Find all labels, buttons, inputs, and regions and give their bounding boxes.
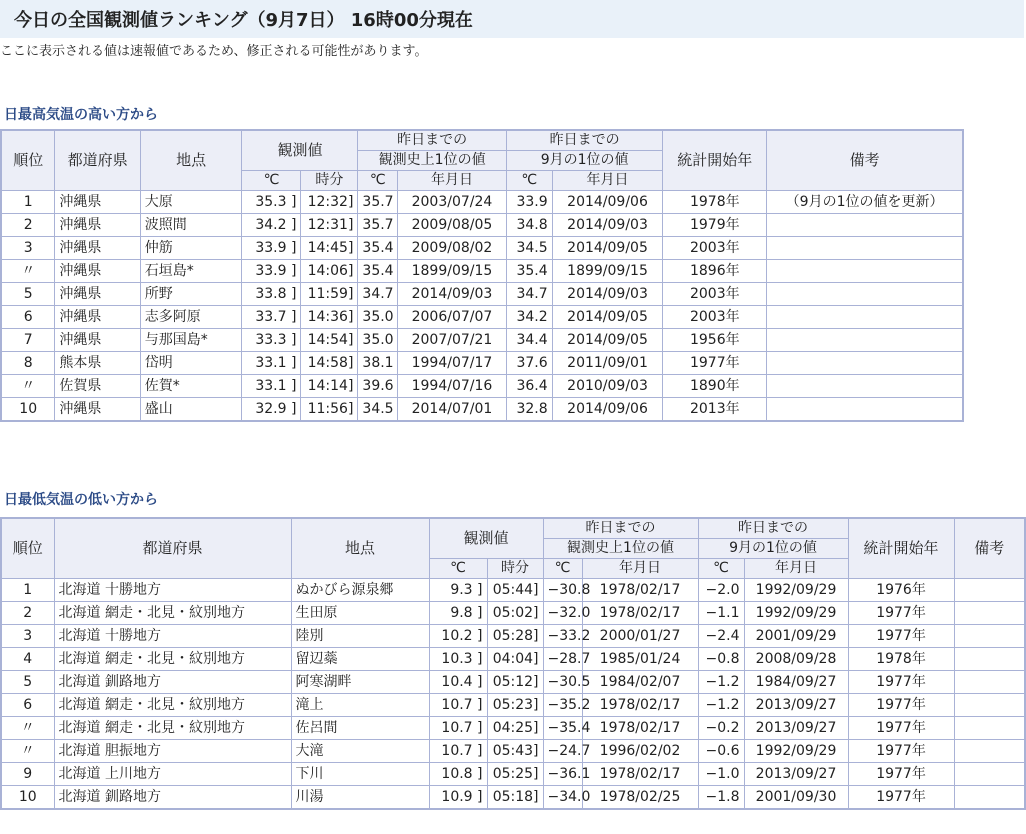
point-cell: 滝上 [291, 694, 429, 717]
start-year-cell: 1977年 [848, 602, 954, 625]
prefecture-cell: 沖縄県 [55, 260, 140, 283]
point-cell: ぬかびら源泉郷 [291, 579, 429, 602]
hist-date-cell: 1985/01/24 [582, 648, 698, 671]
prefecture-cell: 沖縄県 [55, 283, 140, 306]
prefecture-cell: 北海道 十勝地方 [54, 579, 291, 602]
month-temp-cell: −2.4 [698, 625, 744, 648]
table-row [1, 306, 963, 329]
prefecture-cell: 北海道 網走・北見・紋別地方 [54, 648, 291, 671]
point-cell: 波照間 [140, 214, 242, 237]
month-date-cell: 2013/09/27 [744, 694, 848, 717]
remarks-cell [767, 237, 963, 260]
observed-time-cell: 12:31] [301, 214, 358, 237]
observed-temp-cell: 10.3 ] [429, 648, 487, 671]
hist-temp-cell: 35.0 [358, 329, 398, 352]
observed-temp-cell: 9.3 ] [429, 579, 487, 602]
hist-date-cell: 2009/08/05 [398, 214, 507, 237]
observed-time-cell: 04:04] [487, 648, 543, 671]
start-year-cell: 1977年 [848, 763, 954, 786]
table-row [1, 671, 1025, 694]
hist-temp-cell: −30.8 [543, 579, 582, 602]
start-year-cell: 1977年 [663, 352, 767, 375]
table-row [1, 763, 1025, 786]
col-deg: ℃ [543, 559, 582, 579]
header-row [1, 518, 1025, 539]
month-date-cell: 2011/09/01 [552, 352, 663, 375]
remarks-cell [954, 786, 1025, 810]
observed-time-cell: 04:25] [487, 717, 543, 740]
min-temp-section-title: 日最低気温の低い方から [4, 492, 158, 508]
rank-cell: 〃 [1, 375, 55, 398]
min-temp-table [0, 517, 1026, 810]
month-temp-cell: −1.8 [698, 786, 744, 810]
observed-temp-cell: 10.7 ] [429, 740, 487, 763]
hist-temp-cell: −32.0 [543, 602, 582, 625]
prefecture-cell: 北海道 釧路地方 [54, 786, 291, 810]
prefecture-cell: 沖縄県 [55, 329, 140, 352]
month-date-cell: 2013/09/27 [744, 763, 848, 786]
col-rank: 順位 [1, 130, 55, 191]
max-temp-table [0, 129, 964, 422]
observed-time-cell: 05:25] [487, 763, 543, 786]
rank-cell: 〃 [1, 717, 54, 740]
remarks-cell [954, 648, 1025, 671]
point-cell: 仲筋 [140, 237, 242, 260]
col-point: 地点 [140, 130, 242, 191]
hist-date-cell: 1994/07/16 [398, 375, 507, 398]
remarks-cell [767, 398, 963, 422]
col-date: 年月日 [552, 171, 663, 191]
remarks-cell [954, 579, 1025, 602]
table-row [1, 694, 1025, 717]
remarks-cell [767, 329, 963, 352]
col-month-line1: 昨日までの [698, 518, 848, 539]
observed-time-cell: 14:36] [301, 306, 358, 329]
col-observed: 観測値 [429, 518, 543, 559]
start-year-cell: 1977年 [848, 671, 954, 694]
col-start-year: 統計開始年 [848, 518, 954, 579]
month-date-cell: 2014/09/05 [552, 237, 663, 260]
start-year-cell: 1976年 [848, 579, 954, 602]
hist-date-cell: 1978/02/17 [582, 717, 698, 740]
rank-cell: 1 [1, 191, 55, 214]
col-rank: 順位 [1, 518, 54, 579]
prefecture-cell: 沖縄県 [55, 237, 140, 260]
start-year-cell: 2003年 [663, 306, 767, 329]
remarks-cell [954, 717, 1025, 740]
rank-cell: 6 [1, 306, 55, 329]
start-year-cell: 1977年 [848, 694, 954, 717]
observed-temp-cell: 33.8 ] [242, 283, 301, 306]
observed-temp-cell: 32.9 ] [242, 398, 301, 422]
hist-date-cell: 1978/02/17 [582, 694, 698, 717]
month-date-cell: 2014/09/06 [552, 191, 663, 214]
observed-time-cell: 05:23] [487, 694, 543, 717]
point-cell: 与那国島* [140, 329, 242, 352]
remarks-cell [954, 671, 1025, 694]
notice-text: ここに表示される値は速報値であるため、修正される可能性があります。 [0, 44, 428, 59]
rank-cell: 3 [1, 625, 54, 648]
rank-cell: 4 [1, 648, 54, 671]
month-date-cell: 2001/09/30 [744, 786, 848, 810]
hist-temp-cell: 35.4 [358, 237, 398, 260]
col-date: 年月日 [398, 171, 507, 191]
observed-time-cell: 05:44] [487, 579, 543, 602]
col-prefecture: 都道府県 [54, 518, 291, 579]
rank-cell: 〃 [1, 740, 54, 763]
month-temp-cell: −1.0 [698, 763, 744, 786]
start-year-cell: 1956年 [663, 329, 767, 352]
hist-temp-cell: 39.6 [358, 375, 398, 398]
observed-time-cell: 14:58] [301, 352, 358, 375]
observed-temp-cell: 33.9 ] [242, 237, 301, 260]
observed-temp-cell: 33.9 ] [242, 260, 301, 283]
observed-temp-cell: 34.2 ] [242, 214, 301, 237]
col-deg: ℃ [242, 171, 301, 191]
col-hist-line2: 観測史上1位の値 [543, 539, 698, 559]
table-row [1, 740, 1025, 763]
start-year-cell: 2003年 [663, 283, 767, 306]
hist-temp-cell: 35.0 [358, 306, 398, 329]
hist-temp-cell: −35.2 [543, 694, 582, 717]
col-observed: 観測値 [242, 130, 358, 171]
remarks-cell [954, 694, 1025, 717]
observed-time-cell: 14:14] [301, 375, 358, 398]
prefecture-cell: 北海道 網走・北見・紋別地方 [54, 694, 291, 717]
month-date-cell: 1899/09/15 [552, 260, 663, 283]
observed-temp-cell: 35.3 ] [242, 191, 301, 214]
table-row [1, 214, 963, 237]
month-date-cell: 2010/09/03 [552, 375, 663, 398]
observed-time-cell: 14:45] [301, 237, 358, 260]
rank-cell: 8 [1, 352, 55, 375]
month-date-cell: 2014/09/03 [552, 214, 663, 237]
month-temp-cell: −1.2 [698, 694, 744, 717]
month-date-cell: 1992/09/29 [744, 602, 848, 625]
observed-time-cell: 05:02] [487, 602, 543, 625]
table-row [1, 579, 1025, 602]
point-cell: 岱明 [140, 352, 242, 375]
start-year-cell: 1977年 [848, 717, 954, 740]
hist-date-cell: 1978/02/17 [582, 763, 698, 786]
rank-cell: 1 [1, 579, 54, 602]
remarks-cell [767, 375, 963, 398]
month-temp-cell: −2.0 [698, 579, 744, 602]
col-date: 年月日 [582, 559, 698, 579]
hist-date-cell: 2003/07/24 [398, 191, 507, 214]
rank-cell: 5 [1, 283, 55, 306]
col-deg: ℃ [698, 559, 744, 579]
rank-cell: 9 [1, 763, 54, 786]
rank-cell: 6 [1, 694, 54, 717]
rank-cell: 5 [1, 671, 54, 694]
point-cell: 生田原 [291, 602, 429, 625]
hist-date-cell: 2000/01/27 [582, 625, 698, 648]
month-temp-cell: 34.5 [506, 237, 552, 260]
col-deg: ℃ [506, 171, 552, 191]
month-temp-cell: 36.4 [506, 375, 552, 398]
remarks-cell [767, 306, 963, 329]
table-row [1, 786, 1025, 810]
observed-time-cell: 14:54] [301, 329, 358, 352]
prefecture-cell: 沖縄県 [55, 398, 140, 422]
hist-date-cell: 2014/07/01 [398, 398, 507, 422]
start-year-cell: 1896年 [663, 260, 767, 283]
col-time: 時分 [301, 171, 358, 191]
month-date-cell: 2014/09/05 [552, 306, 663, 329]
start-year-cell: 1979年 [663, 214, 767, 237]
month-temp-cell: 34.4 [506, 329, 552, 352]
prefecture-cell: 北海道 十勝地方 [54, 625, 291, 648]
col-deg: ℃ [429, 559, 487, 579]
col-month-line2: 9月の1位の値 [506, 151, 663, 171]
table-row [1, 191, 963, 214]
start-year-cell: 2013年 [663, 398, 767, 422]
rank-cell: 10 [1, 398, 55, 422]
point-cell: 大原 [140, 191, 242, 214]
col-hist-line2: 観測史上1位の値 [358, 151, 506, 171]
start-year-cell: 1978年 [663, 191, 767, 214]
observed-time-cell: 05:12] [487, 671, 543, 694]
month-date-cell: 2014/09/05 [552, 329, 663, 352]
start-year-cell: 1977年 [848, 625, 954, 648]
header-row [1, 130, 963, 151]
point-cell: 佐呂間 [291, 717, 429, 740]
remarks-cell [767, 352, 963, 375]
prefecture-cell: 佐賀県 [55, 375, 140, 398]
remarks-cell [954, 740, 1025, 763]
start-year-cell: 1978年 [848, 648, 954, 671]
point-cell: 所野 [140, 283, 242, 306]
point-cell: 志多阿原 [140, 306, 242, 329]
start-year-cell: 1890年 [663, 375, 767, 398]
month-temp-cell: 32.8 [506, 398, 552, 422]
month-temp-cell: 34.8 [506, 214, 552, 237]
hist-temp-cell: 35.7 [358, 191, 398, 214]
observed-temp-cell: 10.7 ] [429, 717, 487, 740]
observed-temp-cell: 10.9 ] [429, 786, 487, 810]
col-time: 時分 [487, 559, 543, 579]
observed-time-cell: 14:06] [301, 260, 358, 283]
prefecture-cell: 沖縄県 [55, 191, 140, 214]
col-hist-line1: 昨日までの [358, 130, 506, 151]
rank-cell: 2 [1, 602, 54, 625]
observed-time-cell: 12:32] [301, 191, 358, 214]
prefecture-cell: 北海道 網走・北見・紋別地方 [54, 602, 291, 625]
page-title: 今日の全国観測値ランキング（9月7日） 16時00分現在 [0, 0, 1024, 38]
point-cell: 下川 [291, 763, 429, 786]
rank-cell: 3 [1, 237, 55, 260]
point-cell: 留辺蘂 [291, 648, 429, 671]
start-year-cell: 1977年 [848, 740, 954, 763]
hist-temp-cell: 35.4 [358, 260, 398, 283]
month-temp-cell: 35.4 [506, 260, 552, 283]
hist-date-cell: 1978/02/17 [582, 602, 698, 625]
prefecture-cell: 沖縄県 [55, 306, 140, 329]
hist-temp-cell: −30.5 [543, 671, 582, 694]
remarks-cell: （9月の1位の値を更新） [767, 191, 963, 214]
table-row [1, 717, 1025, 740]
observed-temp-cell: 33.7 ] [242, 306, 301, 329]
remarks-cell [954, 625, 1025, 648]
col-month-line1: 昨日までの [506, 130, 663, 151]
table-row [1, 625, 1025, 648]
table-row [1, 237, 963, 260]
col-hist-line1: 昨日までの [543, 518, 698, 539]
table-row [1, 260, 963, 283]
prefecture-cell: 北海道 網走・北見・紋別地方 [54, 717, 291, 740]
observed-time-cell: 11:59] [301, 283, 358, 306]
observed-time-cell: 11:56] [301, 398, 358, 422]
point-cell: 盛山 [140, 398, 242, 422]
hist-date-cell: 2006/07/07 [398, 306, 507, 329]
point-cell: 大滝 [291, 740, 429, 763]
month-temp-cell: 37.6 [506, 352, 552, 375]
col-deg: ℃ [358, 171, 398, 191]
start-year-cell: 1977年 [848, 786, 954, 810]
hist-date-cell: 1978/02/17 [582, 579, 698, 602]
hist-date-cell: 2009/08/02 [398, 237, 507, 260]
observed-time-cell: 05:43] [487, 740, 543, 763]
observed-temp-cell: 33.1 ] [242, 375, 301, 398]
table-row [1, 648, 1025, 671]
hist-temp-cell: 35.7 [358, 214, 398, 237]
point-cell: 石垣島* [140, 260, 242, 283]
col-point: 地点 [291, 518, 429, 579]
col-prefecture: 都道府県 [55, 130, 140, 191]
prefecture-cell: 北海道 胆振地方 [54, 740, 291, 763]
remarks-cell [767, 214, 963, 237]
hist-temp-cell: 34.7 [358, 283, 398, 306]
prefecture-cell: 北海道 釧路地方 [54, 671, 291, 694]
point-cell: 川湯 [291, 786, 429, 810]
start-year-cell: 2003年 [663, 237, 767, 260]
hist-date-cell: 1899/09/15 [398, 260, 507, 283]
month-date-cell: 2014/09/03 [552, 283, 663, 306]
month-temp-cell: −0.6 [698, 740, 744, 763]
hist-temp-cell: 38.1 [358, 352, 398, 375]
month-temp-cell: −0.2 [698, 717, 744, 740]
col-remarks: 備考 [954, 518, 1025, 579]
hist-temp-cell: −28.7 [543, 648, 582, 671]
table-row [1, 398, 963, 422]
point-cell: 陸別 [291, 625, 429, 648]
month-temp-cell: 34.2 [506, 306, 552, 329]
rank-cell: 7 [1, 329, 55, 352]
observed-temp-cell: 10.8 ] [429, 763, 487, 786]
month-date-cell: 2008/09/28 [744, 648, 848, 671]
hist-temp-cell: −24.7 [543, 740, 582, 763]
rank-cell: 2 [1, 214, 55, 237]
table-row [1, 283, 963, 306]
hist-temp-cell: −36.1 [543, 763, 582, 786]
remarks-cell [767, 283, 963, 306]
month-date-cell: 2013/09/27 [744, 717, 848, 740]
remarks-cell [954, 602, 1025, 625]
col-date: 年月日 [744, 559, 848, 579]
month-temp-cell: 33.9 [506, 191, 552, 214]
prefecture-cell: 沖縄県 [55, 214, 140, 237]
hist-date-cell: 1996/02/02 [582, 740, 698, 763]
observed-temp-cell: 33.1 ] [242, 352, 301, 375]
month-date-cell: 2001/09/29 [744, 625, 848, 648]
hist-temp-cell: −35.4 [543, 717, 582, 740]
month-temp-cell: 34.7 [506, 283, 552, 306]
observed-time-cell: 05:28] [487, 625, 543, 648]
point-cell: 阿寒湖畔 [291, 671, 429, 694]
observed-temp-cell: 10.4 ] [429, 671, 487, 694]
observed-temp-cell: 9.8 ] [429, 602, 487, 625]
hist-temp-cell: −33.2 [543, 625, 582, 648]
table-row [1, 602, 1025, 625]
hist-date-cell: 1994/07/17 [398, 352, 507, 375]
prefecture-cell: 熊本県 [55, 352, 140, 375]
col-start-year: 統計開始年 [663, 130, 767, 191]
month-date-cell: 1992/09/29 [744, 740, 848, 763]
month-date-cell: 2014/09/06 [552, 398, 663, 422]
hist-date-cell: 2014/09/03 [398, 283, 507, 306]
hist-date-cell: 1978/02/25 [582, 786, 698, 810]
hist-date-cell: 1984/02/07 [582, 671, 698, 694]
table-row [1, 375, 963, 398]
month-temp-cell: −0.8 [698, 648, 744, 671]
month-temp-cell: −1.1 [698, 602, 744, 625]
hist-temp-cell: −34.0 [543, 786, 582, 810]
month-temp-cell: −1.2 [698, 671, 744, 694]
observed-time-cell: 05:18] [487, 786, 543, 810]
month-date-cell: 1992/09/29 [744, 579, 848, 602]
point-cell: 佐賀* [140, 375, 242, 398]
table-row [1, 352, 963, 375]
remarks-cell [767, 260, 963, 283]
month-date-cell: 1984/09/27 [744, 671, 848, 694]
remarks-cell [954, 763, 1025, 786]
observed-temp-cell: 10.7 ] [429, 694, 487, 717]
rank-cell: 10 [1, 786, 54, 810]
table-row [1, 329, 963, 352]
max-temp-section-title: 日最高気温の高い方から [4, 107, 158, 123]
hist-date-cell: 2007/07/21 [398, 329, 507, 352]
col-month-line2: 9月の1位の値 [698, 539, 848, 559]
observed-temp-cell: 10.2 ] [429, 625, 487, 648]
col-remarks: 備考 [767, 130, 963, 191]
hist-temp-cell: 34.5 [358, 398, 398, 422]
rank-cell: 〃 [1, 260, 55, 283]
observed-temp-cell: 33.3 ] [242, 329, 301, 352]
prefecture-cell: 北海道 上川地方 [54, 763, 291, 786]
